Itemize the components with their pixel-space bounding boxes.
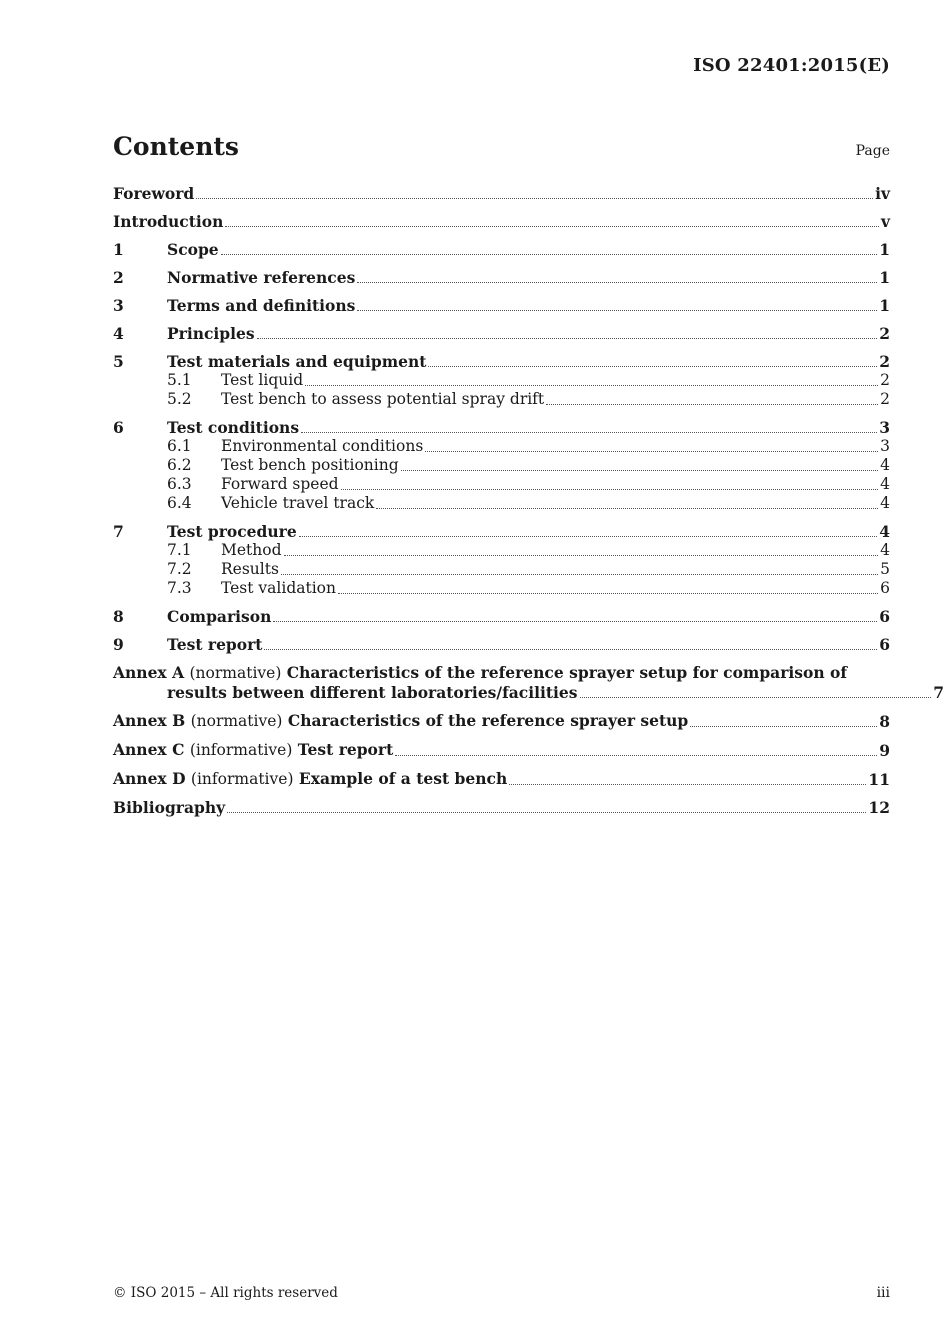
toc-label: Vehicle travel track [221,494,375,512]
toc-label: Comparison [167,607,272,626]
leader-dots [428,366,877,367]
toc-number: 5.2 [167,390,192,408]
toc-label: Foreword [113,184,195,203]
toc-entry-2[interactable] [113,268,890,287]
leader-dots [196,198,873,199]
leader-dots [425,451,878,452]
toc-page: 2 [880,371,890,389]
toc-page: 3 [880,437,890,455]
toc-entry-bibliography[interactable] [113,798,890,817]
toc-number: 6 [113,418,124,437]
toc-number: 6.4 [167,494,192,512]
leader-dots [273,621,877,622]
toc-page: 2 [880,390,890,408]
toc-entry-annex-a[interactable] [113,663,944,702]
annex-kind: (informative) [190,770,294,788]
leader-dots [284,555,879,556]
leader-dots [301,432,877,433]
leader-dots [264,649,877,650]
toc-label: Forward speed [221,475,339,493]
toc-page: iv [875,184,890,203]
toc-label: Bibliography [113,798,226,817]
leader-dots [305,385,878,386]
toc-label: Test procedure [167,522,297,541]
leader-dots [580,697,932,698]
toc-entry-6-1[interactable] [113,437,890,456]
leader-dots [395,755,877,756]
toc-entry-6-3[interactable] [113,475,890,494]
toc-page: 5 [880,560,890,578]
toc-entry-7-3[interactable] [113,579,890,598]
toc-page: 1 [879,240,890,259]
annex-a-line2 [113,683,944,702]
toc-page: 11 [868,770,890,789]
leader-dots [546,404,878,405]
toc-label: Environmental conditions [221,437,424,455]
leader-dots [690,726,877,727]
toc-entry-7-2[interactable] [113,560,890,579]
toc-label: Results [221,560,279,578]
leader-dots [257,338,878,339]
toc-label: Normative references [167,268,356,287]
toc-entry-1[interactable] [113,240,890,259]
toc-page: 8 [879,712,890,731]
toc-label: Terms and definitions [167,296,356,315]
toc-page: 9 [879,741,890,760]
toc-entry-annex-d[interactable] [113,769,890,789]
toc-number: 4 [113,324,124,343]
toc-number: 6.3 [167,475,192,493]
copyright-notice: © ISO 2015 – All rights reserved [113,1285,338,1301]
toc-label: Introduction [113,212,224,231]
toc-entry-3[interactable] [113,296,890,315]
toc-entry-4[interactable] [113,324,890,343]
toc-page: 7 [933,683,944,702]
toc-entry-7-1[interactable] [113,541,890,560]
leader-dots [338,593,878,594]
leader-dots [509,784,866,785]
toc-entry-5-1[interactable] [113,371,890,390]
toc-number: 6.1 [167,437,192,455]
leader-dots [221,254,878,255]
leader-dots [401,470,879,471]
toc-entry-9[interactable] [113,635,890,654]
toc-entry-annex-b[interactable] [113,711,890,731]
document-id: ISO 22401:2015(E) [693,55,890,76]
toc-label: Test liquid [221,371,304,389]
toc-label: Test report [167,635,263,654]
toc-page: 1 [879,268,890,287]
toc-entry-7[interactable] [113,522,890,541]
toc-number: 1 [113,240,124,259]
toc-page: 6 [879,607,890,626]
annex-prefix: Annex A [113,663,185,682]
toc-number: 3 [113,296,124,315]
toc-entry-foreword[interactable] [113,184,890,203]
toc-label: Test validation [221,579,336,597]
toc-page: 4 [880,475,890,493]
annex-title: Characteristics of the reference sprayer setup [287,711,689,730]
annex-prefix: Annex D [113,769,186,788]
toc-page: 4 [880,494,890,512]
annex-title: Example of a test bench [298,769,508,788]
toc-number: 7 [113,522,124,541]
toc-label [113,769,507,789]
toc-label [113,711,688,731]
annex-title: Test report [297,740,394,759]
toc-label: Test conditions [167,418,300,437]
annex-kind: (normative) [190,712,283,730]
toc-entry-5[interactable] [113,352,890,371]
toc-page: 3 [879,418,890,437]
toc-number: 5.1 [167,371,192,389]
page-number: iii [876,1285,890,1301]
toc-number: 6.2 [167,456,192,474]
toc-page: 4 [880,456,890,474]
toc-entry-6-2[interactable] [113,456,890,475]
table-of-contents [113,184,944,817]
annex-prefix: Annex B [113,711,186,730]
leader-dots [376,508,878,509]
annex-kind: (informative) [189,741,293,759]
toc-page: 2 [879,324,890,343]
toc-number: 5 [113,352,124,371]
toc-entry-5-2[interactable] [113,390,890,409]
toc-number: 2 [113,268,124,287]
toc-label: Scope [167,240,219,259]
toc-label: Test materials and equipment [167,352,427,371]
toc-number: 8 [113,607,124,626]
leader-dots [357,282,877,283]
leader-dots [341,489,879,490]
toc-page: 1 [879,296,890,315]
toc-number: 7.2 [167,560,192,578]
annex-prefix: Annex C [113,740,185,759]
toc-page: v [880,212,890,231]
toc-label: Test bench to assess potential spray drift [221,390,545,408]
annex-a-line1 [113,663,890,683]
toc-label: Test bench positioning [221,456,399,474]
toc-entry-8[interactable] [113,607,890,626]
toc-page: 12 [868,798,890,817]
leader-dots [227,812,866,813]
toc-page: 4 [880,541,890,559]
toc-label: Principles [167,324,255,343]
leader-dots [357,310,877,311]
annex-title-line2: results between different laboratories/facilities [167,683,578,702]
toc-page: 6 [880,579,890,597]
annex-title-line1: Characteristics of the reference sprayer setup for comparison of [286,663,847,682]
toc-page: 4 [879,522,890,541]
toc-entry-6[interactable] [113,418,890,437]
leader-dots [281,574,878,575]
leader-dots [299,536,878,537]
toc-page: 2 [879,352,890,371]
toc-number: 7.1 [167,541,192,559]
page-column-label: Page [855,143,890,159]
toc-label [113,740,393,760]
toc-number: 9 [113,635,124,654]
toc-number: 7.3 [167,579,192,597]
contents-heading-row [113,132,890,166]
contents-title: Contents [113,132,240,161]
toc-entry-annex-c[interactable] [113,740,890,760]
annex-kind: (normative) [189,664,282,682]
toc-entry-6-4[interactable] [113,494,890,513]
toc-page: 6 [879,635,890,654]
leader-dots [225,226,879,227]
toc-label: Method [221,541,282,559]
toc-entry-introduction[interactable] [113,212,890,231]
